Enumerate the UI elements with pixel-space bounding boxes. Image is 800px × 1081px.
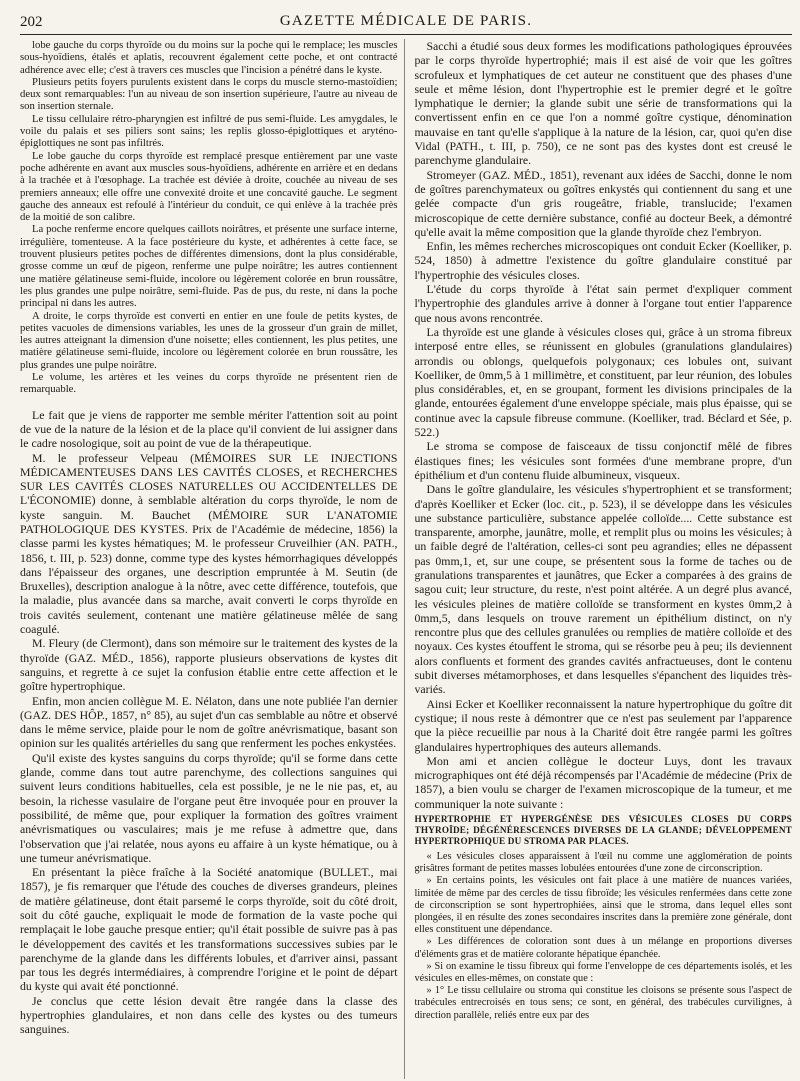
page-header [20,8,792,35]
quote-paragraph: » En certains points, les vésicules ont fait place à une matière de nuances variées, limitée de même par des cercles de tissu fibroïde; les vésicules renfermées dans cette zone de circonscription se sont hypertrophiées, ainsi que le stroma, dans lequel elles sont plongées, il en résulte des zones secondaires inscrites dans la première zone générale, dont elles constituent une dépendance. [414,875,792,936]
analysis-section [415,39,793,811]
discussion-paragraph: M. le professeur Velpeau (MÉMOIRES SUR LE INJECTIONS MÉDICAMENTEUSES DANS LES CAVITÉS CLOSES, et RECHERCHES SUR LES CAVITÉS CLOSES NATURELLES OU ACCIDENTELLES DE L'ÉCONOMIE) donne, à semblable altération du corps thyroïde, le nom de kyste sanguin. M. Bauchet (MÉMOIRE SUR L'ANATOMIE PATHOLOGIQUE DES KYSTES. Prix de l'Académie de médecine, 1856) la classe parmi les kystes hématiques; M. le professeur Cruveilhier (AN. PATH., 1856, t. III, p. 523) donne, comme type des kystes hémorrhagiques développés dans l'épaisseur des organes, une description empruntée à M. Seutin (de Bruxelles), description analogue à la nôtre, avec cette différence, toutefois, que la maladie, plus avancée dans sa marche, avait converti le corps thyroïde en trois cavités seulement, contenant une matière gélatineuse mêlée de sang coagulé. [20,450,398,637]
left-column [20,39,405,1079]
discussion-paragraph: En présentant la pièce fraîche à la Société anatomique (BULLET., mai 1857), je fis remarquer que l'étude des couches de diverses grandeurs, pleines de matière gélatineuse, dont était parsemé le corps thyroïde, soit du côté droit, soit du côté gauche, expliquait le mode de formation de la vaste poche qui remplaçait le lobe gauche presque entier; qu'il était possible de suivre pas à pas le développement des cavités et les transformations successives subies par le parenchyme de la glande dans les différents lobules, et d'arriver ainsi, passant par tous les degrés intermédiaires, à comprendre l'origine et le point de départ du kyste qui avait été ponctionné. [20,865,398,994]
section-heading: HYPERTROPHIE ET HYPERGÉNÈSE DES VÉSICULES CLOSES DU CORPS THYROÏDE; DÉGÉNÉRESCENCES DIVERSES DE LA GLANDE; DÉVELOPPEMENT HYPERTROPHIQUE DU STROMA PAR PLACES. [414,814,792,847]
case-paragraph: Le volume, les artères et les veines du corps thyroïde ne présentent rien de remarquable. [20,371,398,396]
journal-title: GAZETTE MÉDICALE DE PARIS. [279,13,533,29]
analysis-paragraph: La thyroïde est une glande à vésicules closes qui, grâce à un stroma fibreux interposé entre elles, se réunissent en globules (granulations glandulaires) arrondis ou oblongs, quelquefois polygonaux; ces lobules ont, suivant Koelliker, de 0mm,5 à 1 millimètre, et constituent, par leur réunion, des lobules plus considérables, et, en se groupant, forment les divisions principales de la glande, entourées également d'une enveloppe spéciale, mais plus épaisse, qui se continue avec la capsule fibreuse commune. (Koelliker, trad. Béclard et Sée, p. 522.) [414,324,792,440]
quote-paragraph: « Les vésicules closes apparaissent à l'œil nu comme une agglomération de points grisâtres formant de petites masses lobulées entourées d'une zone de circonscription. [414,851,792,875]
right-column [415,39,793,1079]
analysis-paragraph: Mon ami et ancien collègue le docteur Luys, dont les travaux micrographiques ont été déjà récompensés par l'Académie de médecine (Prix de 1857), a bien voulu se charger de l'examen microscopique de la tumeur, et me communiquer la note suivante : [414,753,792,811]
discussion-paragraph: Qu'il existe des kystes sanguins du corps thyroïde; qu'il se forme dans cette glande, comme dans tout autre parenchyme, des collections sanguines qui suivent leurs conditions habituelles, cela est possible, je ne le nie pas, et, au besoin, la richesse vasulaire de l'organe peut être invoquée pour en prouver la possibilité, de même que, pour expliquer la formation des goîtres vraiment anévrismatiques ou vasculaires; mais je me refuse à admettre que, dans l'observation que j'ai relatée, nous ayons eu affaire à un kyste hématique, ou à une tumeur anévrismatique. [20,750,398,865]
discussion-section [20,408,398,1037]
case-paragraph: A droite, le corps thyroïde est converti en entier en une foule de petits kystes, de petites vacuoles de dimensions variables, les unes de la grosseur d'un grain de millet, les autres atteignant la dimension d'une noisette; elles contiennent, les plus petites, une matière gélatineuse semi-fluide, incolore ou légèrement colorée en brun roussâtre, les plus grandes une pulpe noirâtre. [20,309,398,371]
two-column-body [20,39,792,1079]
analysis-paragraph: Ainsi Ecker et Koelliker reconnaissent la nature hypertrophique du goître dit cystique; il nous reste à démontrer que ce n'est pas seulement par l'apparence que la pièce recueillie par nous à la Charité doit être rangée parmi les goîtres glandulaires hypertrophiques des auteurs allemands. [414,696,792,754]
case-report-section [20,39,398,396]
analysis-paragraph: Sacchi a étudié sous deux formes les modifications pathologiques éprouvées par le corps thyroïde hypertrophié; mais il est aisé de voir que les goîtres scrofuleux et lymphatiques de cet auteur ne constituent que des phases d'une seule et même lésion, dont l'hypertrophie est le premier degré et le goître lymphatique le dernier; la glande subit une série de transformations qui la convertissent enfin en ce que l'on a nommé goître cystique, dénomination mauvaise en tant qu'elle s'applique à la nature de la lésion, car, quoi qu'en dise Vidal (PATH., t. III, p. 750), ce ne sont pas des kystes dont est creusé le parenchyme glandulaire. [414,39,792,168]
case-paragraph: Le tissu cellulaire rétro-pharyngien est infiltré de pus semi-fluide. Les amygdales, le voile du palais et ses piliers sont sains; les replis glosso-épiglottiques et aryténo-épiglottiques ne sont pas infiltrés. [20,112,398,150]
analysis-paragraph: Le stroma se compose de faisceaux de tissu conjonctif mêlé de fibres élastiques fines; les vésicules sont formées d'une membrane propre, d'un épithélium et d'un contenu fluide albumineux, visqueux. [414,439,792,482]
case-paragraph: lobe gauche du corps thyroïde ou du moins sur la poche qui le remplace; les muscles sous-hyoïdiens, étalés et aplatis, recouvrent également cette poche, et ont contracté adhérence avec elle; c'est à travers ces muscles que l'incision a pénétré dans le kyste. [20,39,398,76]
quote-paragraph: » 1° Le tissu cellulaire ou stroma qui constitue les cloisons se présente sous l'aspect de trabécules entrecroisés en tous sens; ce sont, en général, des trabécules curvilignes, à direction parallèle, reliés entre eux par des [414,985,792,1021]
discussion-paragraph: Je conclus que cette lésion devait être rangée dans la classe des hypertrophies glandulaires, et non dans celle des kystes ou des tumeurs sanguines. [20,993,398,1037]
analysis-paragraph: Dans le goître glandulaire, les vésicules s'hypertrophient et se transforment; d'après Koelliker et Ecker (loc. cit., p. 523), il se développe dans les vésicules une substance particulière, substance appelée colloïde.... Cette substance est transparente, amorphe, jaunâtre, molle, et remplit plus ou moins les vésicules; à un faible degré de l'altération, celles-ci sont peu agrandies; elles ne dépassent pas 0mm,1, et, sur une coupe, se présentent sous la forme de taches ou de granulations transparentes et jaunâtres, que Ecker a comparées à des grains de sagou cuit; leur structure, du reste, n'est point altérée. A un degré plus avancé, les vésicules pleines de matière colloïde se transforment en kystes 0mm,2 à 0mm,5, dans lesquels on trouve rarement un épithélium distinct, on n'y rencontre plus que des cellules granulées ou remplies de matière colloïde et des noyaux. Ces kystes étouffent le stroma, qui se résorbe peu à peu; ils deviennent alors confluents et forment des grandes cavités anfractueuses, dont le contenu subit diverses métamorphoses, et dans lesquelles s'épanchent des liquides très-variés. [414,482,792,697]
discussion-paragraph: Enfin, mon ancien collègue M. E. Nélaton, dans une note publiée l'an dernier (GAZ. DES HÔP., 1857, n° 85), au sujet d'un cas semblable au nôtre et observé dans le même service, plaide pour le nom de goître anévrismatique, basant son opinion sur les qualités artérielles du sang que renferment les poches enkystées. [20,693,398,751]
discussion-paragraph: M. Fleury (de Clermont), dans son mémoire sur le traitement des kystes de la thyroïde (GAZ. MÉD., 1856), rapporte plusieurs observations de kystes dit sanguins, et regrette à ce sujet la confusion établie entre cette affection et le goître hypertrophique. [20,636,398,694]
case-paragraph: La poche renferme encore quelques caillots noirâtres, et présente une surface interne, irrégulière, tomenteuse. A la face postérieure du kyste, et adhérentes à cette face, se trouvent plusieurs petites poches de différentes dimensions, dont la plus considérable, grosse comme un œuf de pigeon, renferme une pulpe noirâtre; les autres contiennent une matière gélatineuse semi-fluide, incolore ou légèrement colorée en brun roussâtre, les plus grandes une pulpe noirâtre, semi-fluide. Pas de pus, du reste, ni dans la poche principal ni dans les autres. [20,223,398,310]
discussion-paragraph: Le fait que je viens de rapporter me semble mériter l'attention soit au point de vue de la nature de la lésion et de la place qu'il convient de lui assigner dans le cadre nosologique, soit au point de vue de la thérapeutique. [20,407,398,451]
case-paragraph: Plusieurs petits foyers purulents existent dans le corps du muscle sterno-mastoïdien; deux sont remarquables: l'un au niveau de son insertion supérieure, l'autre au niveau de son insertion sternale. [20,75,398,113]
quote-paragraph: » Les différences de coloration sont dues à un mélange en proportions diverses d'éléments gras et de matière colorante hépatique épanchée. [414,936,792,960]
analysis-paragraph: L'étude du corps thyroïde à l'état sain permet d'expliquer comment l'hypertrophie des glandules arrive à donner à l'organe tout entier l'apparence que nous avons rencontrée. [414,282,792,325]
page-number: 202 [20,14,43,30]
section-gap [20,396,398,408]
case-paragraph: Le lobe gauche du corps thyroïde est remplacé presque entièrement par une vaste poche adhérente en avant aux muscles sous-hyoïdiens, adhérente en arrière et en dedans à la trachée et à l'œsophage. La trachée est déviée à droite, couchée au niveau de ses premiers anneaux; elle offre une convexité droite et une concavité gauche. Le segment gauche des anneaux est refoulé à l'intérieur du conduit, ce qui enlève à la trachée près de la moitié de son calibre. [20,149,398,224]
analysis-paragraph: Stromeyer (GAZ. MÉD., 1851), revenant aux idées de Sacchi, donne le nom de goîtres parenchymateux ou goîtres enkystés qui contiennent du sang et une gelée compacte d'un gris rougeâtre, friable, translucide; l'examen microscopique de cette dernière substance, confié au docteur Beek, a démontré qu'elle avait la même composition que la glande thyroïde chez l'embryon. [414,167,792,239]
analysis-paragraph: Enfin, les mêmes recherches microscopiques ont conduit Ecker (Koelliker, p. 524, 1850) à admettre l'existence du goître glandulaire constitué par l'hypertrophie des vésicules closes. [414,239,792,282]
quote-paragraph: » Si on examine le tissu fibreux qui forme l'enveloppe de ces départements isolés, et les vésicules en elles-mêmes, on constate que : [414,960,792,985]
microscopy-note [415,851,793,1022]
